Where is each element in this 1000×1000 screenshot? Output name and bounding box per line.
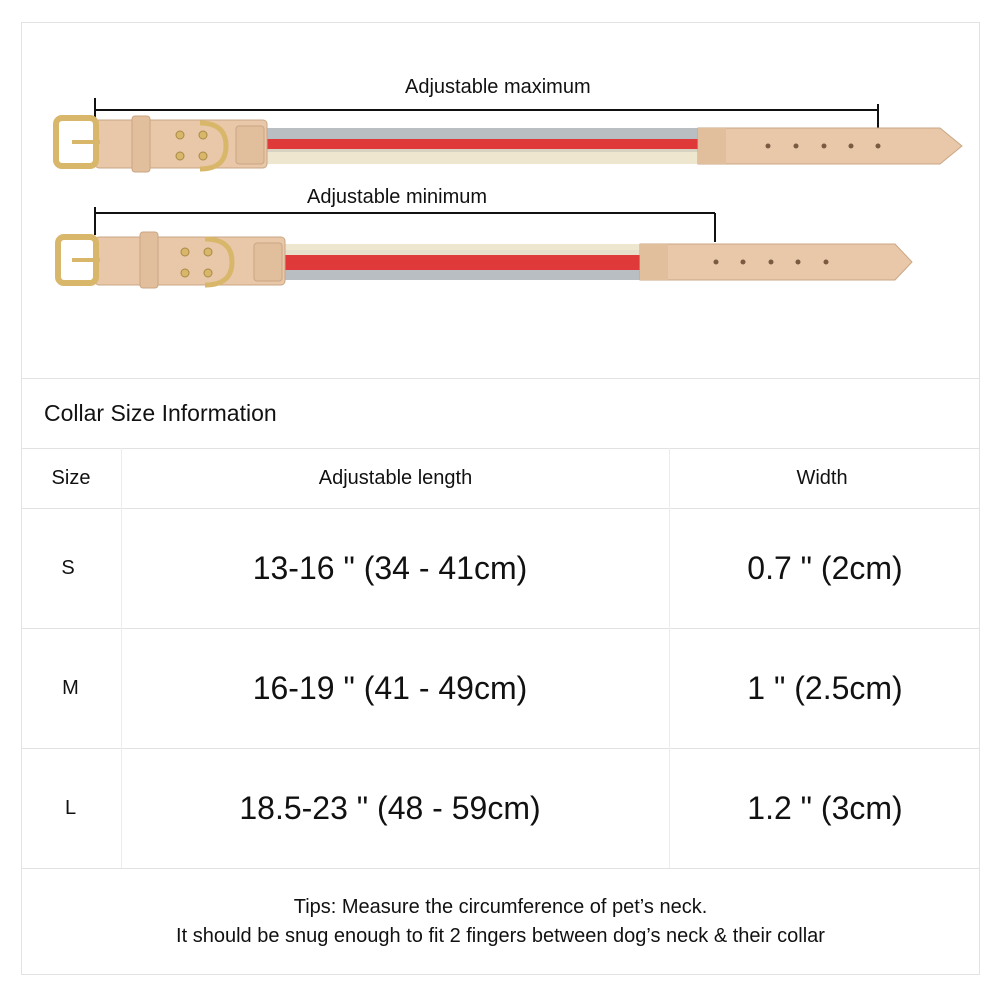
- width-cell-s: 0.7 " (2cm): [747, 550, 903, 586]
- length-cell-s: 13-16 " (34 - 41cm): [252, 550, 528, 586]
- section-title: Collar Size Information: [44, 400, 277, 426]
- collar-illustration: [0, 0, 1000, 380]
- tips-line-1: Tips: Measure the circumference of pet’s neck.: [293, 896, 708, 918]
- header-size: Size: [51, 467, 91, 489]
- tips-block: [21, 893, 980, 951]
- header-adjustable-length: Adjustable length: [318, 467, 473, 489]
- length-cell-l: 18.5-23 " (48 - 59cm): [239, 790, 541, 826]
- divider-top: [21, 378, 980, 379]
- adjustable-maximum-label: Adjustable maximum: [405, 76, 591, 98]
- length-cell-m: 16-19 " (41 - 49cm): [252, 670, 528, 706]
- size-cell-s: S: [61, 557, 75, 579]
- size-cell-l: L: [64, 797, 77, 819]
- header-width: Width: [796, 467, 848, 489]
- width-cell-l: 1.2 " (3cm): [747, 790, 903, 826]
- size-cell-m: M: [62, 677, 79, 699]
- collar-min: [58, 232, 912, 288]
- width-cell-m: 1 " (2.5cm): [747, 670, 903, 706]
- tips-line-2: It should be snug enough to fit 2 fingers between dog’s neck & their collar: [176, 925, 825, 947]
- divider-row-3: [21, 868, 980, 869]
- collar-max: [56, 116, 962, 172]
- adjustable-minimum-label: Adjustable minimum: [307, 186, 488, 208]
